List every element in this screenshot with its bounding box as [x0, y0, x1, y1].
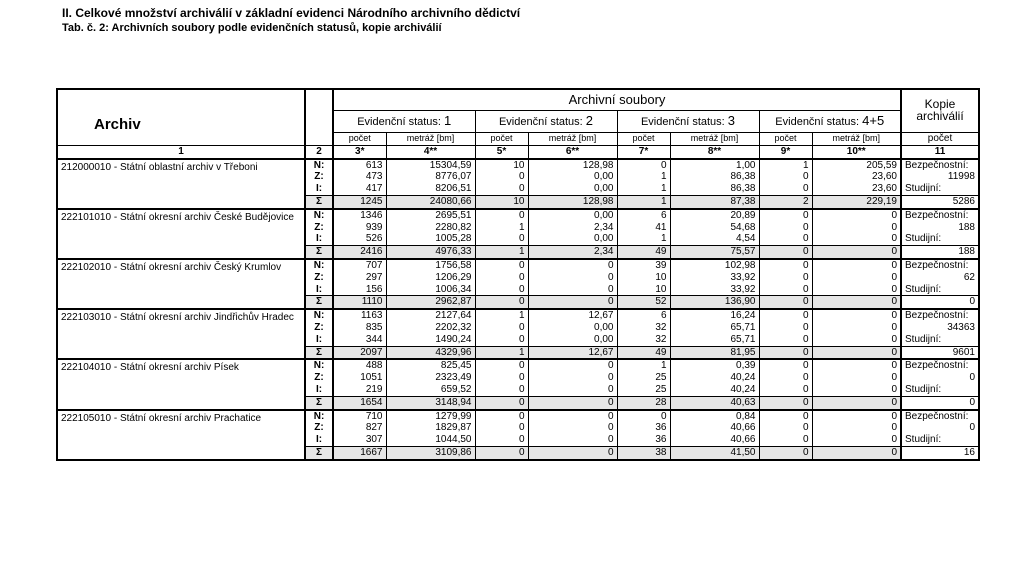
kopie-studijni-label: Studijní: [901, 183, 979, 195]
pocet-1-cell: 219 [333, 384, 386, 396]
pocet-1-cell: 613 [333, 159, 386, 172]
metraz-2-cell: 0 [528, 396, 617, 409]
kopie-bezpecnostni-label: Bezpečnostní: [901, 159, 979, 172]
metraz-header: metráž [bm] [832, 133, 880, 143]
row-label: N: [305, 359, 333, 372]
pocet-45-cell: 0 [759, 284, 812, 296]
metraz-45-cell: 0 [891, 209, 897, 221]
pocet-1-cell: 710 [333, 410, 386, 423]
row-label: N: [305, 410, 333, 423]
archive-name: 212000010 - Státní oblastní archiv v Třeboni [57, 159, 305, 209]
kopie-studijni-label: Studijní: [901, 233, 979, 245]
metraz-2-cell: 0 [528, 296, 617, 309]
pocet-2-cell: 0 [475, 296, 528, 309]
metraz-1-cell: 825,45 [386, 359, 475, 372]
row-label: Σ [305, 446, 333, 459]
archive-name: 222103010 - Státní okresní archiv Jindřichův Hradec [57, 309, 305, 359]
row-label: Z: [305, 372, 333, 384]
pocet-header: počet [475, 133, 528, 146]
pocet-2-cell: 0 [475, 359, 528, 372]
metraz-45-cell: 0 [891, 283, 897, 295]
pocet-3-cell: 52 [617, 296, 670, 309]
pocet-3-cell: 10 [617, 284, 670, 296]
column-number: 10** [812, 145, 901, 158]
row-label: I: [305, 284, 333, 296]
pocet-header: počet [759, 133, 812, 146]
kopie-studijni-label: Studijní: [901, 384, 979, 396]
table-subtitle: Tab. č. 2: Archivních soubory podle evidenčních statusů, kopie archiválií [62, 22, 442, 34]
pocet-3-cell: 41 [617, 222, 670, 234]
table-row [57, 309, 979, 322]
metraz-3-cell: 102,98 [670, 259, 759, 272]
metraz-45-cell: 0 [891, 383, 897, 395]
table-row [57, 209, 979, 222]
pocet-2-cell: 0 [475, 322, 528, 334]
pocet-2-cell: 0 [475, 259, 528, 272]
metraz-1-cell: 4976,33 [386, 246, 475, 259]
kopie-studijni-value: 188 [901, 246, 979, 259]
pocet-1-cell: 1110 [333, 296, 386, 309]
column-number: 11 [901, 145, 979, 158]
pocet-45-cell: 0 [759, 183, 812, 195]
pocet-3-cell: 0 [617, 159, 670, 172]
pocet-1-cell: 835 [333, 322, 386, 334]
table-row [57, 359, 979, 372]
pocet-1-cell: 1346 [333, 209, 386, 222]
metraz-45-cell: 0 [891, 410, 897, 422]
metraz-3-cell: 0,84 [670, 410, 759, 423]
pocet-3-cell: 0 [617, 410, 670, 423]
kopie-bezpecnostni-label: Bezpečnostní: [901, 410, 979, 423]
kopie-bezpecnostni-value: 0 [901, 422, 979, 434]
metraz-1-cell: 3148,94 [386, 396, 475, 409]
pocet-45-cell: 0 [759, 246, 812, 259]
metraz-3-cell: 40,66 [670, 434, 759, 446]
pocet-3-cell: 10 [617, 272, 670, 284]
archive-name: 222101010 - Státní okresní archiv České Budějovice [57, 209, 305, 259]
metraz-1-cell: 1044,50 [386, 434, 475, 446]
metraz-2-cell: 128,98 [528, 195, 617, 208]
table-row [57, 410, 979, 423]
pocet-3-cell: 36 [617, 434, 670, 446]
metraz-45-cell: 23,60 [871, 183, 897, 195]
metraz-2-cell: 12,67 [528, 309, 617, 322]
mark-header-cell [305, 89, 333, 145]
metraz-1-cell: 1829,87 [386, 422, 475, 434]
row-label: Z: [305, 272, 333, 284]
metraz-1-cell: 2962,87 [386, 296, 475, 309]
pocet-1-cell: 1051 [333, 372, 386, 384]
status-num: 4+5 [862, 113, 885, 128]
pocet-45-cell: 0 [759, 233, 812, 245]
pocet-1-cell: 827 [333, 422, 386, 434]
archive-table [56, 88, 980, 461]
metraz-1-cell: 24080,66 [386, 195, 475, 208]
metraz-2-cell: 0 [528, 372, 617, 384]
metraz-1-cell: 659,52 [386, 384, 475, 396]
metraz-45-cell: 23,60 [871, 171, 897, 183]
metraz-2-cell: 0 [528, 359, 617, 372]
kopie-bezpecnostni-value: 34363 [901, 322, 979, 334]
pocet-45-cell: 2 [759, 195, 812, 208]
metraz-1-cell: 15304,59 [386, 159, 475, 172]
pocet-3-cell: 6 [617, 309, 670, 322]
metraz-45-cell: 0 [812, 296, 901, 309]
status-45-header [759, 111, 901, 133]
status-label: Evidenční status: [640, 116, 725, 128]
status-num: 3 [727, 113, 736, 128]
metraz-3-cell: 136,90 [670, 296, 759, 309]
pocet-2-cell: 0 [475, 434, 528, 446]
pocet-2-cell: 1 [475, 246, 528, 259]
pocet-1-cell: 1654 [333, 396, 386, 409]
pocet-2-cell: 0 [475, 209, 528, 222]
metraz-45-cell: 0 [891, 360, 897, 372]
pocet-45-cell: 0 [759, 346, 812, 359]
pocet-2-cell: 0 [475, 372, 528, 384]
table-body [57, 159, 979, 460]
metraz-3-cell: 41,50 [670, 446, 759, 459]
metraz-3-cell: 75,57 [670, 246, 759, 259]
metraz-1-cell: 1279,99 [386, 410, 475, 423]
row-label: N: [305, 209, 333, 222]
metraz-3-cell: 87,38 [670, 195, 759, 208]
status-label: Evidenční status: [498, 116, 583, 128]
metraz-1-cell: 1005,28 [386, 233, 475, 245]
report-heading [62, 6, 520, 36]
pocet-45-cell: 0 [759, 410, 812, 423]
metraz-45-cell: 0 [891, 271, 897, 283]
column-number: 4** [386, 145, 475, 158]
metraz-2-cell: 0,00 [528, 209, 617, 222]
metraz-header: metráž [bm] [528, 133, 617, 146]
kopie-studijni-label: Studijní: [901, 434, 979, 446]
metraz-45-cell: 0 [891, 333, 897, 345]
pocet-1-cell: 417 [333, 183, 386, 195]
pocet-3-cell: 25 [617, 372, 670, 384]
kopie-studijni-value: 0 [901, 296, 979, 309]
pocet-2-cell: 0 [475, 334, 528, 346]
metraz-1-cell: 4329,96 [386, 346, 475, 359]
pocet-2-cell: 0 [475, 272, 528, 284]
metraz-1-cell: 2323,49 [386, 372, 475, 384]
pocet-2-cell: 0 [475, 171, 528, 183]
metraz-2-cell: 128,98 [528, 159, 617, 172]
metraz-3-cell: 16,24 [670, 309, 759, 322]
pocet-header: počet [617, 133, 670, 146]
column-number: 6** [528, 145, 617, 158]
table-row [57, 259, 979, 272]
pocet-45-cell: 0 [759, 322, 812, 334]
status-label: Evidenční status: [357, 116, 441, 128]
row-label: Σ [305, 246, 333, 259]
pocet-45-cell: 1 [759, 159, 812, 172]
row-label: Z: [305, 222, 333, 234]
metraz-3-cell: 20,89 [670, 209, 759, 222]
pocet-45-cell: 0 [759, 272, 812, 284]
status-label: Evidenční status: [775, 116, 860, 128]
status-num: 2 [585, 113, 594, 128]
kopie-studijni-value: 9601 [901, 346, 979, 359]
metraz-1-cell: 2695,51 [386, 209, 475, 222]
column-number: 8** [670, 145, 759, 158]
pocet-1-cell: 307 [333, 434, 386, 446]
pocet-45-cell: 0 [759, 422, 812, 434]
kopie-bezpecnostni-value: 188 [901, 222, 979, 234]
pocet-3-cell: 28 [617, 396, 670, 409]
metraz-2-cell: 2,34 [528, 246, 617, 259]
pocet-45-cell: 0 [759, 171, 812, 183]
metraz-2-cell: 0 [528, 446, 617, 459]
pocet-3-cell: 38 [617, 446, 670, 459]
pocet-3-cell: 36 [617, 422, 670, 434]
metraz-1-cell: 1006,34 [386, 284, 475, 296]
kopie-bezpecnostni-value: 0 [901, 372, 979, 384]
status-1-header [333, 111, 475, 133]
metraz-2-cell: 0 [528, 434, 617, 446]
metraz-45-cell: 0 [812, 446, 901, 459]
column-number: 5* [475, 145, 528, 158]
pocet-45-cell: 0 [759, 222, 812, 234]
pocet-45-cell: 0 [759, 359, 812, 372]
pocet-3-cell: 49 [617, 246, 670, 259]
metraz-45-cell: 0 [891, 422, 897, 434]
row-label: Σ [305, 195, 333, 208]
metraz-3-cell: 86,38 [670, 171, 759, 183]
metraz-2-cell: 0 [528, 284, 617, 296]
kopie-bezpecnostni-label: Bezpečnostní: [901, 309, 979, 322]
status-num: 1 [444, 113, 452, 128]
metraz-2-cell: 0,00 [528, 322, 617, 334]
pocet-1-cell: 2097 [333, 346, 386, 359]
metraz-2-cell: 12,67 [528, 346, 617, 359]
metraz-45-cell: 0 [891, 321, 897, 333]
pocet-3-cell: 39 [617, 259, 670, 272]
metraz-2-cell: 0,00 [528, 171, 617, 183]
kopie-studijni-label: Studijní: [901, 334, 979, 346]
pocet-1-cell: 1163 [333, 309, 386, 322]
pocet-1-cell: 1667 [333, 446, 386, 459]
row-label: Σ [305, 396, 333, 409]
row-label: Z: [305, 422, 333, 434]
row-label: N: [305, 259, 333, 272]
metraz-45-cell: 0 [812, 396, 901, 409]
pocet-45-cell: 0 [759, 309, 812, 322]
pocet-1-cell: 2416 [333, 246, 386, 259]
pocet-3-cell: 1 [617, 195, 670, 208]
pocet-45-cell: 0 [759, 372, 812, 384]
pocet-3-cell: 1 [617, 171, 670, 183]
row-label: Σ [305, 296, 333, 309]
pocet-2-cell: 0 [475, 410, 528, 423]
metraz-3-cell: 40,63 [670, 396, 759, 409]
pocet-2-cell: 0 [475, 183, 528, 195]
pocet-3-cell: 1 [617, 233, 670, 245]
status-3-header [617, 111, 759, 133]
metraz-45-cell: 0 [812, 346, 901, 359]
metraz-2-cell: 0 [528, 410, 617, 423]
pocet-45-cell: 0 [759, 434, 812, 446]
kopie-header: Kopie archiválií [901, 89, 979, 133]
pocet-1-cell: 473 [333, 171, 386, 183]
metraz-3-cell: 40,24 [670, 372, 759, 384]
metraz-header: metráž [bm] [670, 133, 759, 146]
kopie-bezpecnostni-label: Bezpečnostní: [901, 209, 979, 222]
pocet-3-cell: 32 [617, 322, 670, 334]
pocet-45-cell: 0 [759, 259, 812, 272]
table-row [57, 159, 979, 172]
pocet-2-cell: 0 [475, 233, 528, 245]
metraz-header: metráž [bm] [386, 133, 475, 146]
metraz-45-cell: 0 [891, 221, 897, 233]
pocet-3-cell: 25 [617, 384, 670, 396]
metraz-1-cell: 8776,07 [386, 171, 475, 183]
pocet-1-cell: 344 [333, 334, 386, 346]
kopie-bezpecnostni-label: Bezpečnostní: [901, 259, 979, 272]
metraz-45-cell: 229,19 [812, 195, 901, 208]
metraz-3-cell: 1,00 [670, 159, 759, 172]
row-label: Z: [305, 322, 333, 334]
column-number: 9* [759, 145, 812, 158]
archive-name: 222105010 - Státní okresní archiv Prachatice [57, 410, 305, 460]
metraz-45-cell: 0 [891, 259, 897, 271]
metraz-45-cell: 0 [891, 434, 897, 446]
row-label: I: [305, 434, 333, 446]
row-label: N: [305, 309, 333, 322]
metraz-3-cell: 65,71 [670, 322, 759, 334]
metraz-45-cell: 205,59 [866, 159, 897, 171]
pocet-1-cell: 297 [333, 272, 386, 284]
kopie-bezpecnostni-value: 62 [901, 272, 979, 284]
metraz-1-cell: 8206,51 [386, 183, 475, 195]
metraz-45-cell: 0 [891, 233, 897, 245]
pocet-1-cell: 707 [333, 259, 386, 272]
row-label: I: [305, 183, 333, 195]
metraz-3-cell: 40,66 [670, 422, 759, 434]
pocet-1-cell: 526 [333, 233, 386, 245]
kopie-bezpecnostni-value: 11998 [901, 171, 979, 183]
column-number: 3* [333, 145, 386, 158]
pocet-2-cell: 0 [475, 396, 528, 409]
pocet-2-cell: 0 [475, 422, 528, 434]
metraz-1-cell: 2127,64 [386, 309, 475, 322]
row-label: I: [305, 334, 333, 346]
pocet-1-cell: 156 [333, 284, 386, 296]
status-2-header [475, 111, 617, 133]
table-header [57, 89, 979, 159]
kopie-studijni-label: Studijní: [901, 284, 979, 296]
metraz-3-cell: 33,92 [670, 272, 759, 284]
column-number: 1 [57, 145, 305, 158]
metraz-2-cell: 0 [528, 272, 617, 284]
kopie-pocet-header: počet [901, 133, 979, 146]
metraz-45-cell: 0 [891, 310, 897, 322]
column-number: 7* [617, 145, 670, 158]
pocet-2-cell: 0 [475, 446, 528, 459]
report-title: II. Celkové množství archiválií v základní evidenci Národního archivního dědictví [62, 6, 521, 20]
pocet-2-cell: 1 [475, 346, 528, 359]
pocet-1-cell: 939 [333, 222, 386, 234]
metraz-3-cell: 86,38 [670, 183, 759, 195]
metraz-2-cell: 0,00 [528, 233, 617, 245]
metraz-45-cell: 0 [891, 372, 897, 384]
archiv-header: Archiv [57, 89, 305, 145]
pocet-45-cell: 0 [759, 384, 812, 396]
column-number: 2 [305, 145, 333, 158]
pocet-3-cell: 1 [617, 359, 670, 372]
row-label: I: [305, 233, 333, 245]
pocet-2-cell: 1 [475, 222, 528, 234]
metraz-45-cell: 0 [812, 246, 901, 259]
row-label: N: [305, 159, 333, 172]
pocet-45-cell: 0 [759, 209, 812, 222]
metraz-1-cell: 1490,24 [386, 334, 475, 346]
metraz-3-cell: 4,54 [670, 233, 759, 245]
metraz-2-cell: 0 [528, 384, 617, 396]
archive-name: 222104010 - Státní okresní archiv Písek [57, 359, 305, 409]
metraz-2-cell: 0 [528, 259, 617, 272]
column-number-row [57, 145, 979, 158]
pocet-45-cell: 0 [759, 446, 812, 459]
kopie-studijni-value: 0 [901, 396, 979, 409]
metraz-1-cell: 1756,58 [386, 259, 475, 272]
pocet-3-cell: 49 [617, 346, 670, 359]
pocet-45-cell: 0 [759, 334, 812, 346]
pocet-header: počet [333, 133, 386, 146]
metraz-3-cell: 33,92 [670, 284, 759, 296]
pocet-1-cell: 488 [333, 359, 386, 372]
pocet-45-cell: 0 [759, 296, 812, 309]
metraz-2-cell: 2,34 [528, 222, 617, 234]
pocet-3-cell: 6 [617, 209, 670, 222]
row-label: I: [305, 384, 333, 396]
archive-name: 222102010 - Státní okresní archiv Český Krumlov [57, 259, 305, 309]
row-label: Z: [305, 171, 333, 183]
kopie-studijni-value: 16 [901, 446, 979, 459]
pocet-2-cell: 10 [475, 159, 528, 172]
metraz-2-cell: 0,00 [528, 183, 617, 195]
kopie-studijni-value: 5286 [901, 195, 979, 208]
pocet-45-cell: 0 [759, 396, 812, 409]
metraz-3-cell: 40,24 [670, 384, 759, 396]
metraz-1-cell: 1206,29 [386, 272, 475, 284]
metraz-3-cell: 54,68 [670, 222, 759, 234]
pocet-1-cell: 1245 [333, 195, 386, 208]
pocet-2-cell: 10 [475, 195, 528, 208]
metraz-3-cell: 65,71 [670, 334, 759, 346]
pocet-2-cell: 0 [475, 384, 528, 396]
metraz-1-cell: 3109,86 [386, 446, 475, 459]
metraz-3-cell: 81,95 [670, 346, 759, 359]
pocet-3-cell: 1 [617, 183, 670, 195]
pocet-3-cell: 32 [617, 334, 670, 346]
metraz-1-cell: 2280,82 [386, 222, 475, 234]
metraz-3-cell: 0,39 [670, 359, 759, 372]
metraz-1-cell: 2202,32 [386, 322, 475, 334]
row-label: Σ [305, 346, 333, 359]
metraz-2-cell: 0 [528, 422, 617, 434]
pocet-2-cell: 0 [475, 284, 528, 296]
kopie-bezpecnostni-label: Bezpečnostní: [901, 359, 979, 372]
pocet-2-cell: 1 [475, 309, 528, 322]
soubory-header: Archivní soubory [333, 89, 901, 111]
metraz-2-cell: 0,00 [528, 334, 617, 346]
